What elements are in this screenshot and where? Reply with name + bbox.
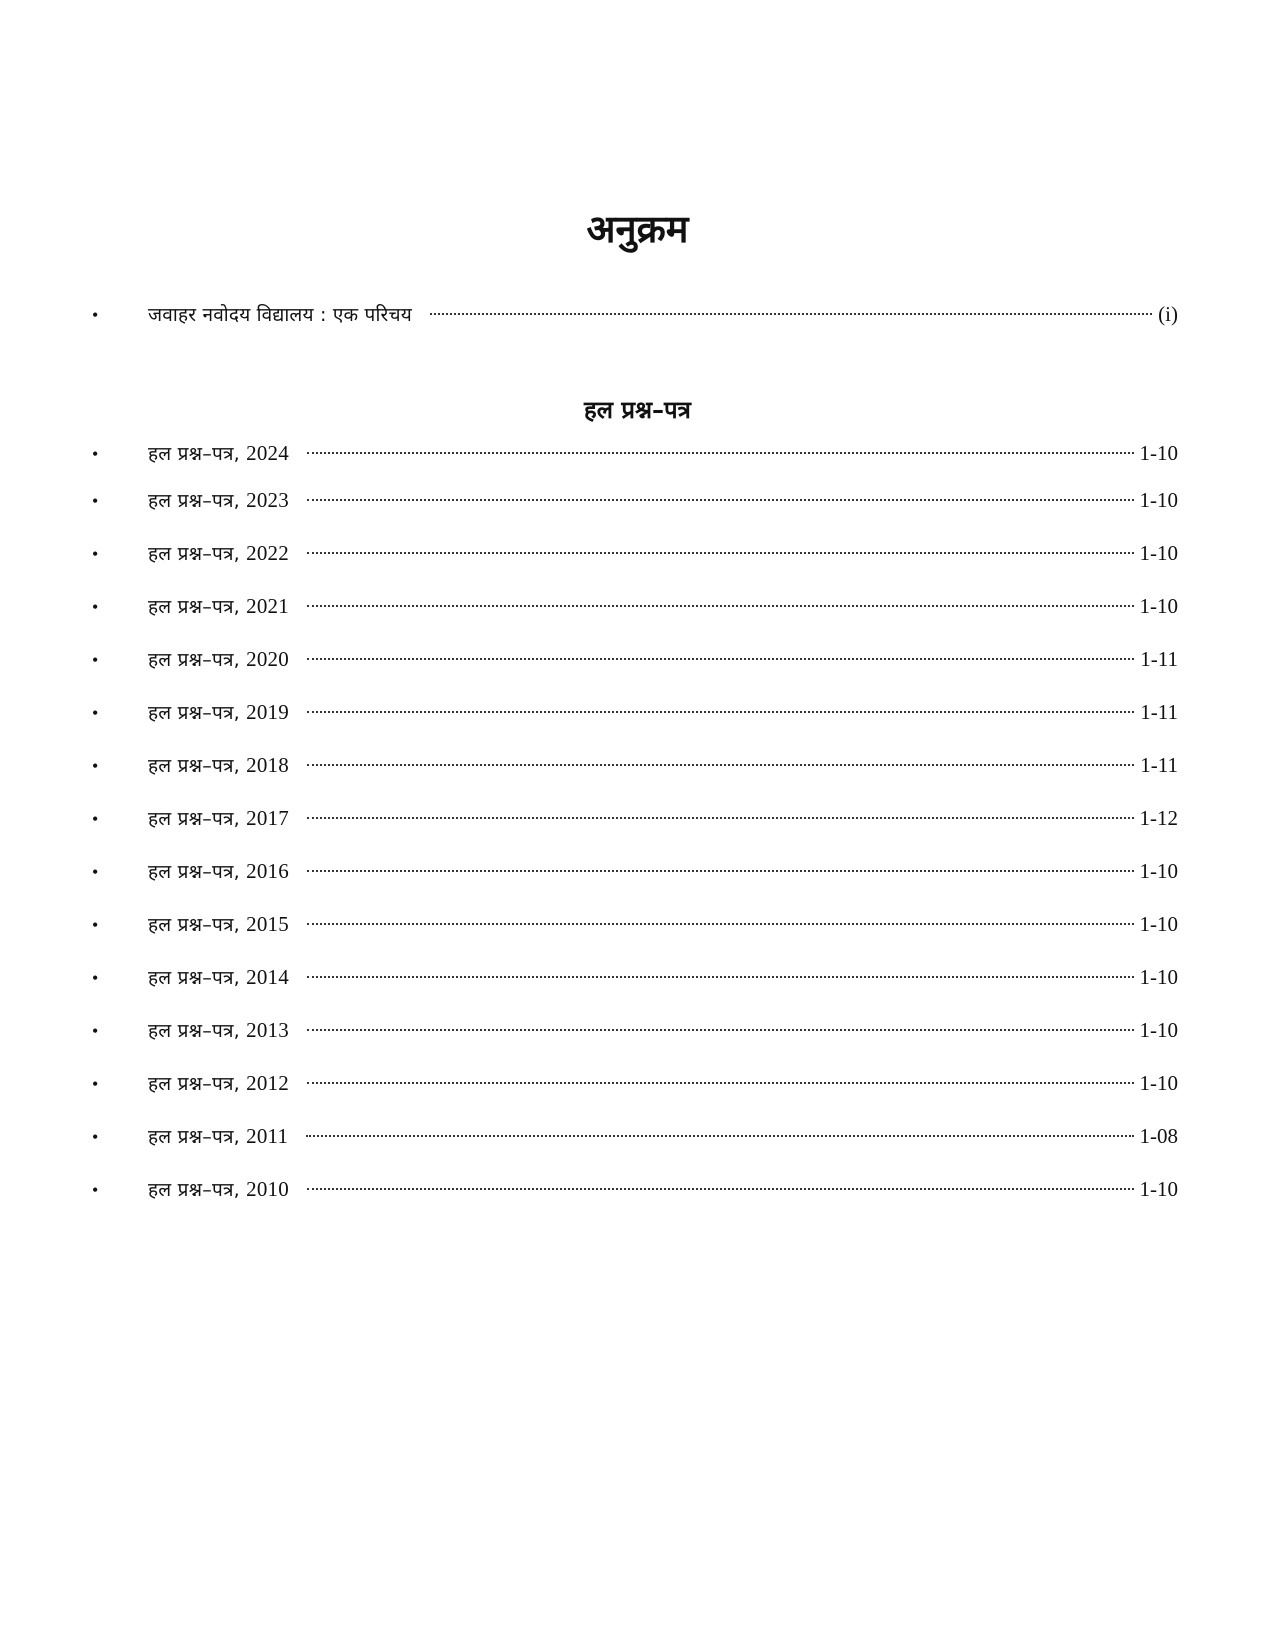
toc-entry-title (148, 802, 289, 835)
bullet-icon: • (92, 1021, 99, 1041)
toc-entry-title (148, 1173, 289, 1206)
toc-entry-year: 2021 (246, 594, 289, 618)
bullet-icon: • (92, 444, 99, 464)
toc-entry-year: 2015 (246, 912, 289, 936)
dot-leader (307, 499, 1134, 501)
toc-entry-label: हल प्रश्न–पत्र, (148, 702, 247, 724)
toc-entry-page: 1-11 (1140, 647, 1178, 671)
toc-entry-label: हल प्रश्न–पत्र, (148, 1179, 247, 1201)
dot-leader (307, 1188, 1134, 1190)
toc-entry-label: हल प्रश्न–पत्र, (148, 596, 247, 618)
toc-entry-page: 1-10 (1139, 541, 1178, 565)
toc-entry-title (148, 1067, 289, 1100)
toc-entry-title (148, 537, 289, 570)
toc-entry-page: 1-10 (1139, 965, 1178, 989)
toc-entry-label: हल प्रश्न–पत्र, (148, 1126, 247, 1148)
toc-entry-year: 2022 (246, 541, 289, 565)
bullet-icon: • (92, 756, 99, 776)
dot-leader (307, 817, 1134, 819)
toc-entry-title (148, 855, 289, 888)
dot-leader (307, 923, 1134, 925)
toc-entry-year: 2019 (246, 700, 289, 724)
toc-entry (92, 537, 1178, 569)
toc-entry-page: 1-10 (1139, 1177, 1178, 1201)
toc-entry-label: हल प्रश्न–पत्र, (148, 443, 247, 465)
toc-entry-title (148, 590, 289, 623)
toc-entry (92, 484, 1178, 516)
toc-entry (92, 908, 1178, 940)
toc-entry (92, 590, 1178, 622)
toc-entry-title (148, 437, 289, 470)
toc-entry-year: 2020 (246, 647, 289, 671)
bullet-icon: • (92, 491, 99, 511)
dot-leader (307, 764, 1134, 766)
toc-entry-intro (92, 298, 1178, 330)
dot-leader (430, 313, 1152, 315)
toc-entry-title (148, 749, 289, 782)
toc-entry (92, 643, 1178, 675)
toc-entry-label: हल प्रश्न–पत्र, (148, 914, 247, 936)
toc-entry-label: हल प्रश्न–पत्र, (148, 1020, 247, 1042)
toc-entry-title (148, 908, 289, 941)
toc-entry-label: जवाहर नवोदय विद्यालय : एक परिचय (148, 304, 412, 326)
bullet-icon: • (92, 915, 99, 935)
dot-leader (307, 711, 1134, 713)
toc-entry-page: 1-08 (1139, 1124, 1178, 1148)
dot-leader (307, 605, 1134, 607)
toc-entry-label: हल प्रश्न–पत्र, (148, 861, 247, 883)
bullet-icon: • (92, 305, 99, 325)
dot-leader (307, 976, 1134, 978)
section-heading: हल प्रश्न–पत्र (584, 396, 691, 424)
toc-entry-page: 1-10 (1139, 912, 1178, 936)
toc-entry-title (148, 696, 289, 729)
bullet-icon: • (92, 1180, 99, 1200)
toc-entry-label: हल प्रश्न–पत्र, (148, 755, 247, 777)
dot-leader (307, 658, 1134, 660)
toc-entry-year: 2023 (246, 488, 289, 512)
toc-entry-year: 2010 (246, 1177, 289, 1201)
toc-entry (92, 1067, 1178, 1099)
toc-entry-page: 1-10 (1139, 859, 1178, 883)
bullet-icon: • (92, 597, 99, 617)
toc-entry-label: हल प्रश्न–पत्र, (148, 967, 247, 989)
toc-entry-year: 2014 (246, 965, 289, 989)
bullet-icon: • (92, 1074, 99, 1094)
toc-entry-page: 1-10 (1139, 594, 1178, 618)
toc-entry-label: हल प्रश्न–पत्र, (148, 1073, 247, 1095)
toc-entry-page: (i) (1158, 302, 1178, 326)
toc-entry-year: 2018 (246, 753, 289, 777)
bullet-icon: • (92, 703, 99, 723)
dot-leader (307, 452, 1134, 454)
toc-entry-title (148, 961, 289, 994)
bullet-icon: • (92, 650, 99, 670)
toc-entry-page: 1-10 (1139, 1018, 1178, 1042)
toc-entry-page: 1-12 (1139, 806, 1178, 830)
toc-entry-label: हल प्रश्न–पत्र, (148, 543, 247, 565)
toc-entry-year: 2011 (246, 1124, 289, 1148)
toc-entry-page: 1-10 (1139, 441, 1178, 465)
toc-entry-label: हल प्रश्न–पत्र, (148, 490, 247, 512)
bullet-icon: • (92, 862, 99, 882)
toc-entry-year: 2024 (246, 441, 289, 465)
bullet-icon: • (92, 968, 99, 988)
toc-entry-page: 1-10 (1139, 488, 1178, 512)
toc-entry (92, 696, 1178, 728)
toc-entry-page: 1-10 (1139, 1071, 1178, 1095)
bullet-icon: • (92, 544, 99, 564)
bullet-icon: • (92, 1127, 99, 1147)
toc-entry-title (148, 1014, 289, 1047)
toc-entry-year: 2012 (246, 1071, 289, 1095)
toc-entry (92, 1120, 1178, 1152)
dot-leader (306, 1135, 1133, 1137)
toc-entry (92, 961, 1178, 993)
dot-leader (307, 870, 1134, 872)
toc-entry (92, 749, 1178, 781)
toc-entry-label: हल प्रश्न–पत्र, (148, 649, 247, 671)
toc-entry (92, 855, 1178, 887)
dot-leader (307, 1029, 1134, 1031)
dot-leader (307, 552, 1134, 554)
toc-entry (92, 802, 1178, 834)
toc-entry-title (148, 643, 289, 676)
toc-entry-page: 1-11 (1140, 753, 1178, 777)
page-title: अनुक्रम (586, 207, 689, 251)
dot-leader (307, 1082, 1134, 1084)
toc-entry-page: 1-11 (1140, 700, 1178, 724)
toc-entry-year: 2013 (246, 1018, 289, 1042)
bullet-icon: • (92, 809, 99, 829)
toc-entry-year: 2016 (246, 859, 289, 883)
toc-entry (92, 437, 1178, 469)
toc-entry-year: 2017 (246, 806, 289, 830)
toc-entry (92, 1014, 1178, 1046)
toc-entry-label: हल प्रश्न–पत्र, (148, 808, 247, 830)
toc-entry (92, 1173, 1178, 1205)
toc-entry-title (148, 484, 289, 517)
toc-entry-title (148, 1120, 288, 1153)
